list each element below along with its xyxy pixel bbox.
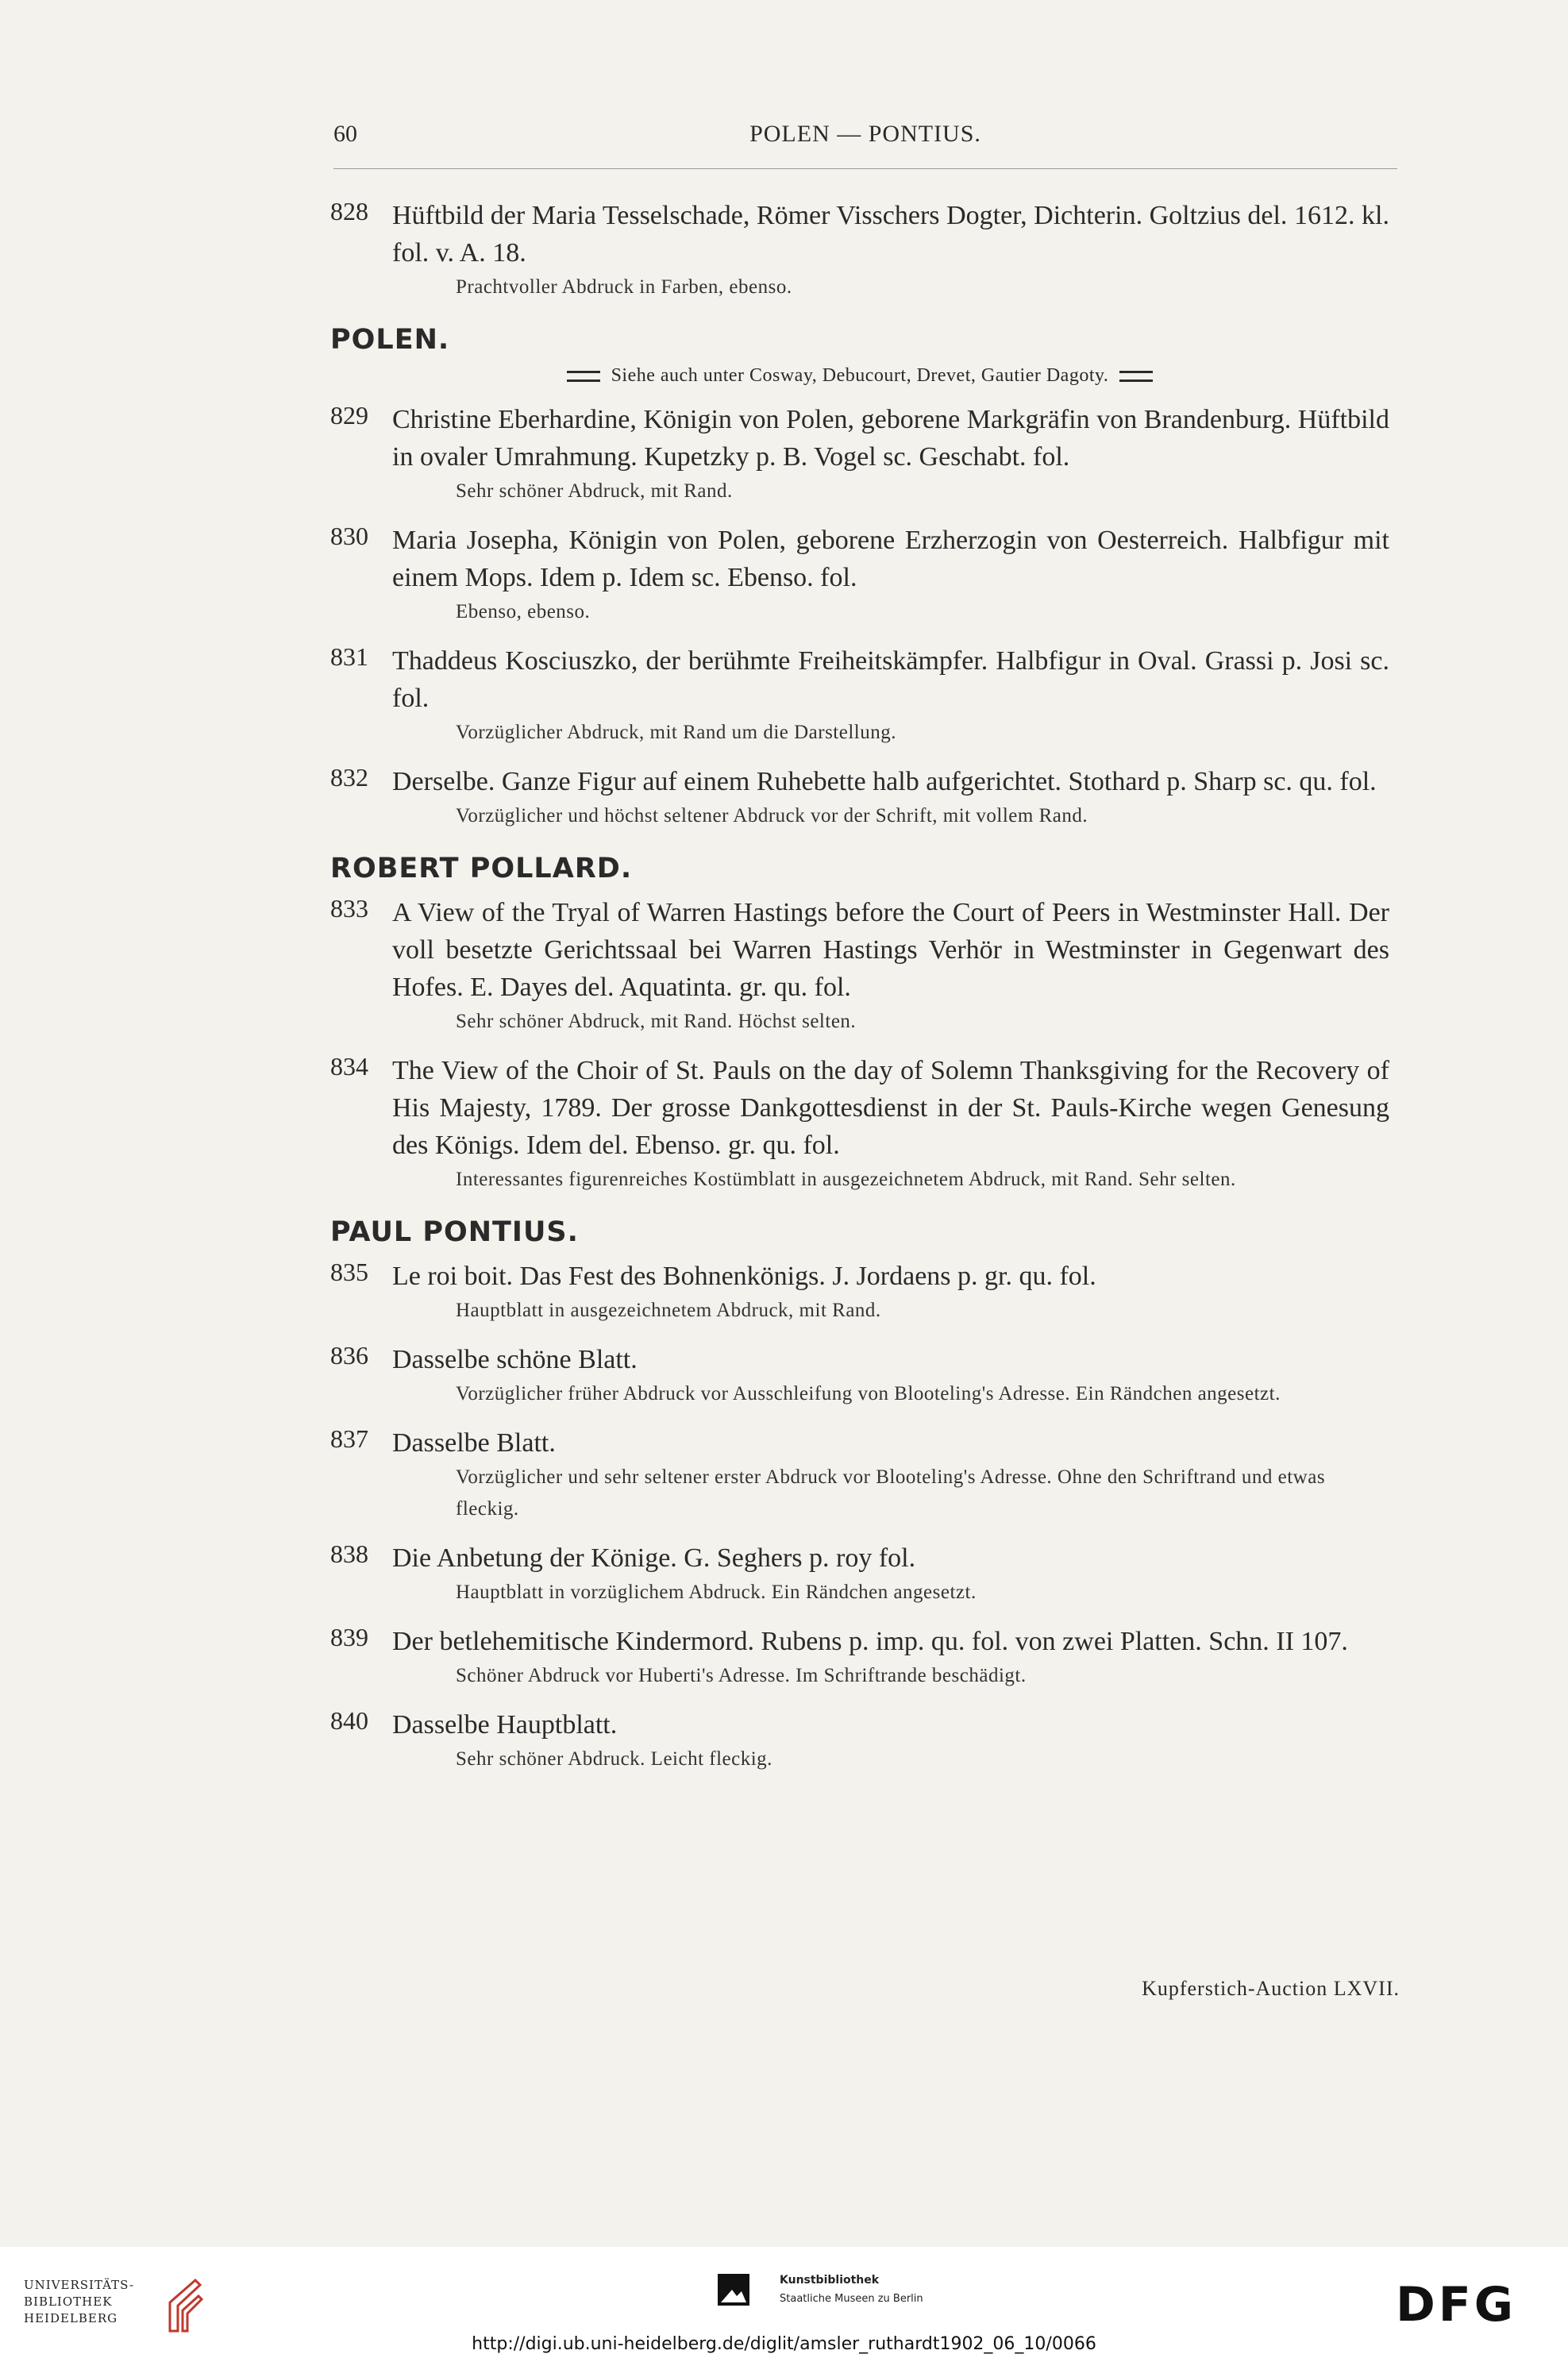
entry-note: Vorzüglicher und sehr seltener erster Abdruck vor Blooteling's Adresse. Ohne den Schriftrand und etwas fleckig. bbox=[456, 1466, 1326, 1520]
kunstbibliothek-subtitle: Staatliche Museen zu Berlin bbox=[780, 2293, 923, 2305]
entry-number: 833 bbox=[330, 894, 368, 923]
entry-note: Sehr schöner Abdruck. Leicht fleckig. bbox=[456, 1748, 772, 1770]
uni-line-1: UNIVERSITÄTS- bbox=[24, 2278, 135, 2292]
university-library-logo[interactable] bbox=[24, 2277, 206, 2333]
catalog-entry-830 bbox=[330, 522, 1389, 628]
entry-note: Sehr schöner Abdruck, mit Rand. Höchst selten. bbox=[456, 1011, 857, 1032]
catalog-entry-840 bbox=[330, 1706, 1389, 1775]
entry-note: Vorzüglicher und höchst seltener Abdruck vor der Schrift, mit vollem Rand. bbox=[456, 805, 1088, 826]
see-also-text: Siehe auch unter Cosway, Debucourt, Drevet, Gautier Dagoty. bbox=[611, 365, 1109, 386]
kunstbibliothek-title: Kunstbibliothek bbox=[780, 2274, 880, 2287]
uni-line-3: HEIDELBERG bbox=[24, 2311, 118, 2325]
entry-note: Sehr schöner Abdruck, mit Rand. bbox=[456, 480, 733, 502]
entry-note: Schöner Abdruck vor Huberti's Adresse. Im Schriftrande beschädigt. bbox=[456, 1665, 1027, 1686]
entry-text: A View of the Tryal of Warren Hastings before the Court of Peers in Westminster Hall. Der voll besetzte Gerichtssaal bei Warren Hastings Verhör in Westminster in Gegenwart des Hofes. E. Dayes del. Aquatinta. gr. qu. fol. bbox=[392, 898, 1389, 1002]
kunstbibliothek-mark-icon bbox=[718, 2274, 749, 2306]
catalog-content bbox=[330, 197, 1389, 1790]
entry-number: 836 bbox=[330, 1341, 368, 1370]
entry-note: Vorzüglicher Abdruck, mit Rand um die Darstellung. bbox=[456, 722, 896, 743]
catalog-entry-839 bbox=[330, 1623, 1389, 1692]
catalog-entry-834 bbox=[330, 1052, 1389, 1196]
catalog-signature: Kupferstich-Auction LXVII. bbox=[1142, 1977, 1400, 2000]
entry-number: 834 bbox=[330, 1052, 368, 1081]
catalog-entry-832 bbox=[330, 763, 1389, 832]
entry-number: 837 bbox=[330, 1424, 368, 1453]
entry-text: Thaddeus Kosciuszko, der berühmte Freiheitskämpfer. Halbfigur in Oval. Grassi p. Josi sc. fol. bbox=[392, 646, 1389, 713]
entry-text: Der betlehemitische Kindermord. Rubens p. imp. qu. fol. von zwei Platten. Schn. II 107. bbox=[392, 1627, 1348, 1656]
section-heading-pontius: PAUL PONTIUS. bbox=[330, 1216, 579, 1248]
entry-number: 831 bbox=[330, 642, 368, 671]
entry-number: 829 bbox=[330, 401, 368, 430]
double-rule-right bbox=[1119, 371, 1153, 382]
entry-number: 832 bbox=[330, 763, 368, 792]
page-number: 60 bbox=[333, 121, 357, 147]
kunstbibliothek-logo[interactable] bbox=[718, 2266, 924, 2329]
entry-text: Maria Josepha, Königin von Polen, geborene Erzherzogin von Oesterreich. Halbfigur mit einem Mops. Idem p. Idem sc. Ebenso. fol. bbox=[392, 526, 1389, 592]
entry-note: Hauptblatt in vorzüglichem Abdruck. Ein Rändchen angesetzt. bbox=[456, 1582, 977, 1603]
dfg-logo[interactable]: DFG bbox=[1396, 2277, 1517, 2333]
catalog-entry-828 bbox=[330, 197, 1389, 303]
catalog-entry-829 bbox=[330, 401, 1389, 507]
entry-number: 839 bbox=[330, 1623, 368, 1651]
entry-note: Hauptblatt in ausgezeichnetem Abdruck, mit Rand. bbox=[456, 1300, 881, 1321]
library-mark-icon bbox=[164, 2279, 206, 2333]
entry-text: Hüftbild der Maria Tesselschade, Römer Visschers Dogter, Dichterin. Goltzius del. 1612. kl. fol. v. A. 18. bbox=[392, 201, 1389, 268]
entry-number: 835 bbox=[330, 1258, 368, 1286]
entry-note: Interessantes figurenreiches Kostümblatt in ausgezeichnetem Abdruck, mit Rand. Sehr selten. bbox=[456, 1169, 1236, 1190]
entry-note: Vorzüglicher früher Abdruck vor Ausschleifung von Blooteling's Adresse. Ein Rändchen angesetzt. bbox=[456, 1383, 1281, 1404]
entry-text: Dasselbe Hauptblatt. bbox=[392, 1710, 618, 1740]
section-heading-pollard: ROBERT POLLARD. bbox=[330, 853, 633, 884]
catalog-entry-831 bbox=[330, 642, 1389, 749]
entry-note: Prachtvoller Abdruck in Farben, ebenso. bbox=[456, 276, 792, 298]
viewer-footer bbox=[0, 2247, 1568, 2358]
entry-text: Derselbe. Ganze Figur auf einem Ruhebette halb aufgerichtet. Stothard p. Sharp sc. qu. fol. bbox=[392, 767, 1377, 796]
entry-text: Dasselbe Blatt. bbox=[392, 1428, 556, 1458]
entry-text: Die Anbetung der Könige. G. Seghers p. roy fol. bbox=[392, 1543, 916, 1573]
entry-note: Ebenso, ebenso. bbox=[456, 601, 591, 622]
catalog-entry-836 bbox=[330, 1341, 1389, 1410]
entry-number: 830 bbox=[330, 522, 368, 550]
entry-number: 840 bbox=[330, 1706, 368, 1735]
entry-number: 838 bbox=[330, 1539, 368, 1568]
see-also-line bbox=[330, 365, 1389, 387]
section-heading-polen: POLEN. bbox=[330, 324, 450, 356]
catalog-entry-835 bbox=[330, 1258, 1389, 1327]
catalog-entry-838 bbox=[330, 1539, 1389, 1609]
entry-text: Le roi boit. Das Fest des Bohnenkönigs. J. Jordaens p. gr. qu. fol. bbox=[392, 1262, 1096, 1291]
running-title: POLEN — PONTIUS. bbox=[749, 121, 981, 147]
permalink-url[interactable]: http://digi.ub.uni-heidelberg.de/diglit/amsler_ruthardt1902_06_10/0066 bbox=[472, 2334, 1096, 2354]
uni-line-2: BIBLIOTHEK bbox=[24, 2294, 113, 2309]
catalog-entry-833 bbox=[330, 894, 1389, 1038]
double-rule-left bbox=[567, 371, 600, 382]
page-header bbox=[333, 121, 1397, 169]
entry-text: Dasselbe schöne Blatt. bbox=[392, 1345, 638, 1374]
university-library-wordmark bbox=[24, 2277, 134, 2327]
catalog-entry-837 bbox=[330, 1424, 1389, 1525]
entry-number: 828 bbox=[330, 197, 368, 225]
entry-text: Christine Eberhardine, Königin von Polen, geborene Markgräfin von Brandenburg. Hüftbild in ovaler Umrahmung. Kupetzky p. B. Vogel sc. Geschabt. fol. bbox=[392, 405, 1389, 472]
entry-text: The View of the Choir of St. Pauls on the day of Solemn Thanksgiving for the Recovery of His Majesty, 1789. Der grosse Dankgottesdienst in der St. Pauls-Kirche wegen Genesung des Königs. Idem del. Ebenso. gr. qu. fol. bbox=[392, 1056, 1389, 1160]
